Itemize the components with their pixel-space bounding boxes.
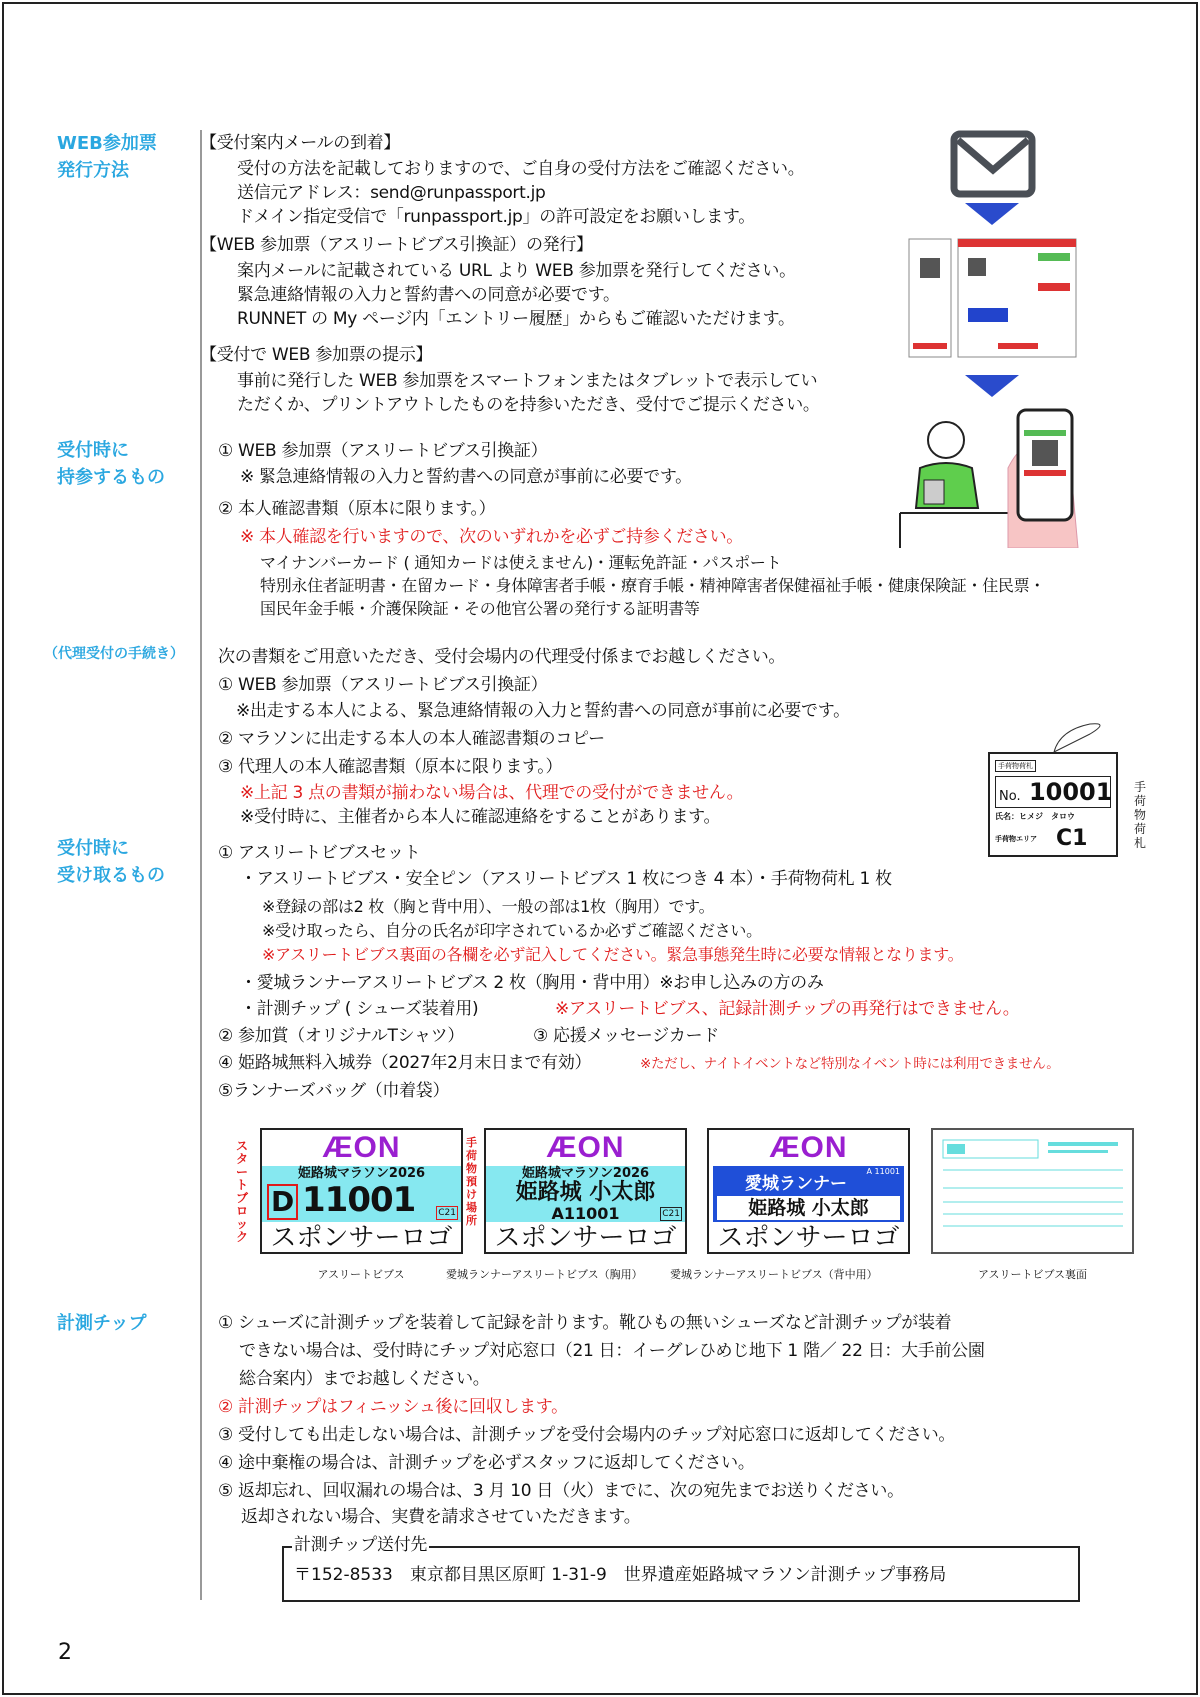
tag-title: 手荷物荷札 bbox=[995, 760, 1036, 772]
text: ただくか、プリントアウトしたものを持参いただき、受付でご提示ください。 bbox=[237, 395, 820, 415]
aeon-logo: ÆON bbox=[769, 1131, 848, 1164]
note: ※出走する本人による、緊急連絡情報の入力と誓約書への同意が事前に必要です。 bbox=[236, 701, 850, 721]
tag-area-label: 手荷物エリア bbox=[995, 835, 1037, 843]
heading: 【WEB 参加票（アスリートビブス引換証）の発行】 bbox=[200, 235, 593, 255]
section-label-receive bbox=[57, 835, 165, 889]
section-label-line: 受付時に bbox=[57, 838, 129, 859]
list-item: ① アスリートビブスセット bbox=[218, 843, 421, 863]
list-item: ① シューズに計測チップを装着して記録を計ります。靴ひもの無いシューズなど計測チップが装着 bbox=[218, 1313, 952, 1333]
section-label-proxy: （代理受付の手続き） bbox=[44, 646, 184, 662]
list-item: ② 本人確認書類（原本に限ります。） bbox=[218, 499, 496, 519]
list-item: ⑤ランナーズバッグ（巾着袋） bbox=[218, 1081, 450, 1101]
bib-number: A11001 bbox=[551, 1204, 620, 1223]
aeon-logo: ÆON bbox=[322, 1131, 401, 1164]
list-item: ・計測チップ ( シューズ装着用) bbox=[240, 999, 479, 1019]
aijo-back-bib bbox=[707, 1128, 910, 1254]
aijo-title: 愛城ランナー bbox=[745, 1174, 847, 1194]
web-ticket-screenshot bbox=[908, 238, 1078, 360]
athlete-bib bbox=[260, 1128, 463, 1254]
tag-number bbox=[995, 776, 1111, 808]
note: ※登録の部は2 枚（胸と背中用）、一般の部は1枚（胸用）です。 bbox=[262, 897, 715, 916]
text: できない場合は、受付時にチップ対応窓口（21 日：イーグレひめじ地下 1 階／ 22 日：大手前公園 bbox=[239, 1341, 985, 1361]
section-label-line: 発行方法 bbox=[57, 160, 129, 181]
aijo-chest-bib bbox=[484, 1128, 687, 1254]
list-item: ④ 姫路城無料入城券（2027年2月末日まで有効） bbox=[218, 1053, 592, 1073]
caption: 愛城ランナーアスリートビブス（胸用） bbox=[446, 1268, 643, 1281]
bib-number: A 11001 bbox=[866, 1167, 900, 1176]
envelope-icon bbox=[950, 130, 1036, 198]
address: 〒152-8533 東京都目黒区原町 1-31-9 世界遺産姫路城マラソン計測チップ事務局 bbox=[294, 1565, 947, 1585]
list-item: ① WEB 参加票（アスリートビブス引換証） bbox=[218, 441, 548, 461]
arrow-down-icon bbox=[965, 203, 1019, 225]
text: 緊急連絡情報の入力と誓約書への同意が必要です。 bbox=[237, 285, 620, 305]
text: 送信元アドレス：send@runpassport.jp bbox=[237, 183, 546, 203]
baggage-code: C21 bbox=[662, 1209, 680, 1219]
heading: 【受付案内メールの到着】 bbox=[200, 133, 401, 153]
list-item: ③ 代理人の本人確認書類（原本に限ります。） bbox=[218, 757, 563, 777]
list-item: ④ 途中棄権の場合は、計測チップを必ずスタッフに返却してください。 bbox=[218, 1453, 755, 1473]
section-label-bring bbox=[57, 437, 165, 491]
sponsor-logo: スポンサーロゴ bbox=[270, 1223, 453, 1253]
caption: アスリートビブス bbox=[317, 1268, 405, 1281]
tag-name: 氏名：ヒメジ タロウ bbox=[995, 812, 1075, 821]
bib-number: 11001 bbox=[302, 1180, 416, 1220]
text: 受付の方法を記載しておりますので、ご自身の受付方法をご確認ください。 bbox=[237, 159, 805, 179]
text: ドメイン指定受信で「runpassport.jp」の許可設定をお願いします。 bbox=[237, 207, 755, 227]
sponsor-logo: スポンサーロゴ bbox=[717, 1223, 900, 1253]
section-label-line: 受付時に bbox=[57, 440, 129, 461]
warning-note: ※ただし、ナイトイベントなど特別なイベント時には利用できません。 bbox=[640, 1056, 1060, 1072]
event-title: 姫路城マラソン2026 bbox=[521, 1166, 650, 1181]
list-item: ② 参加賞（オリジナルTシャツ） bbox=[218, 1026, 465, 1046]
text: 返却されない場合、実費を請求させていただきます。 bbox=[241, 1507, 641, 1527]
note: ※受付時に、主催者から本人に確認連絡をすることがあります。 bbox=[240, 807, 721, 827]
list-item: ③ 応援メッセージカード bbox=[533, 1026, 720, 1046]
tag-number-value: 10001 bbox=[1028, 778, 1113, 806]
text: マイナンバーカード ( 通知カードは使えません)・運転免許証・パスポート bbox=[260, 553, 782, 572]
note: ※受け取ったら、自分の氏名が印字されているか必ずご確認ください。 bbox=[262, 921, 762, 940]
warning-note: ※ 本人確認を行いますので、次のいずれかを必ずご持参ください。 bbox=[240, 527, 744, 547]
list-item: ・愛城ランナーアスリートビブス 2 枚（胸用・背中用）※お申し込みの方のみ bbox=[240, 973, 824, 993]
warning-note: ※アスリートビブス、記録計測チップの再発行はできません。 bbox=[555, 999, 1020, 1019]
start-block-label: スタートブロック bbox=[236, 1139, 249, 1244]
aeon-logo: ÆON bbox=[546, 1131, 625, 1164]
section-label-line: 受け取るもの bbox=[57, 865, 165, 886]
section-label-line: 持参するもの bbox=[57, 467, 165, 488]
baggage-place-label: 手荷物預け場所 bbox=[466, 1136, 477, 1227]
arrow-down-icon bbox=[965, 375, 1019, 397]
baggage-tag bbox=[988, 752, 1118, 857]
event-title: 姫路城マラソン2026 bbox=[297, 1166, 426, 1181]
heading: 【受付で WEB 参加票の提示】 bbox=[200, 345, 433, 365]
text: 特別永住者証明書・在留カード・身体障害者手帳・療育手帳・精神障害者保健福祉手帳・健康保険証・住民票・ bbox=[260, 576, 1046, 595]
text: 次の書類をご用意いただき、受付会場内の代理受付係までお越しください。 bbox=[218, 647, 786, 667]
list-item: ⑤ 返却忘れ、回収漏れの場合は、3 月 10 日（火）までに、次の宛先までお送りください。 bbox=[218, 1481, 904, 1501]
text: 総合案内）までお越しください。 bbox=[239, 1369, 490, 1389]
tag-area: C1 bbox=[1056, 826, 1088, 851]
box-title: 計測チップ送付先 bbox=[294, 1535, 428, 1555]
note: ※ 緊急連絡情報の入力と誓約書への同意が事前に必要です。 bbox=[240, 467, 692, 487]
section-label-chip: 計測チップ bbox=[57, 1313, 147, 1334]
list-item: ③ 受付しても出走しない場合は、計測チップを受付会場内のチップ対応窓口に返却してください。 bbox=[218, 1425, 956, 1445]
bib-back-form bbox=[933, 1130, 1133, 1252]
page-number: 2 bbox=[58, 1640, 72, 1665]
tag-side-label: 手荷物荷札 bbox=[1134, 780, 1147, 850]
list-item: ・アスリートビブス・安全ピン（アスリートビブス 1 枚につき 4 本）・手荷物荷札 1 枚 bbox=[240, 869, 892, 889]
text: RUNNET の My ページ内「エントリー履歴」からもご確認いただけます。 bbox=[237, 309, 795, 329]
bib-back-side bbox=[931, 1128, 1134, 1254]
caption: アスリートビブス裏面 bbox=[977, 1268, 1088, 1281]
reception-illustration bbox=[898, 408, 1088, 548]
tag-number-prefix: No. bbox=[999, 789, 1021, 804]
warning-note: ※アスリートビブス裏面の各欄を必ず記入してください。緊急事態発生時に必要な情報となります。 bbox=[262, 945, 964, 964]
section-label-line: WEB参加票 bbox=[57, 133, 157, 154]
text: 案内メールに記載されている URL より WEB 参加票を発行してください。 bbox=[237, 261, 796, 281]
text: 国民年金手帳・介護保険証・その他官公署の発行する証明書等 bbox=[260, 599, 700, 618]
list-item: ① WEB 参加票（アスリートビブス引換証） bbox=[218, 675, 548, 695]
start-block: D bbox=[267, 1184, 298, 1220]
runner-name: 姫路城 小太郎 bbox=[515, 1180, 656, 1205]
baggage-code: C21 bbox=[438, 1208, 456, 1218]
runner-name: 姫路城 小太郎 bbox=[717, 1196, 900, 1220]
warning-note: ② 計測チップはフィニッシュ後に回収します。 bbox=[218, 1397, 568, 1417]
list-item: ② マラソンに出走する本人の本人確認書類のコピー bbox=[218, 729, 605, 749]
caption: 愛城ランナーアスリートビブス（背中用） bbox=[670, 1268, 878, 1281]
sponsor-logo: スポンサーロゴ bbox=[494, 1223, 677, 1253]
warning-note: ※上記 3 点の書類が揃わない場合は、代理での受付ができません。 bbox=[240, 783, 744, 803]
text: 事前に発行した WEB 参加票をスマートフォンまたはタブレットで表示してい bbox=[237, 371, 818, 391]
tag-string bbox=[1050, 720, 1110, 754]
section-label-web bbox=[57, 130, 157, 184]
